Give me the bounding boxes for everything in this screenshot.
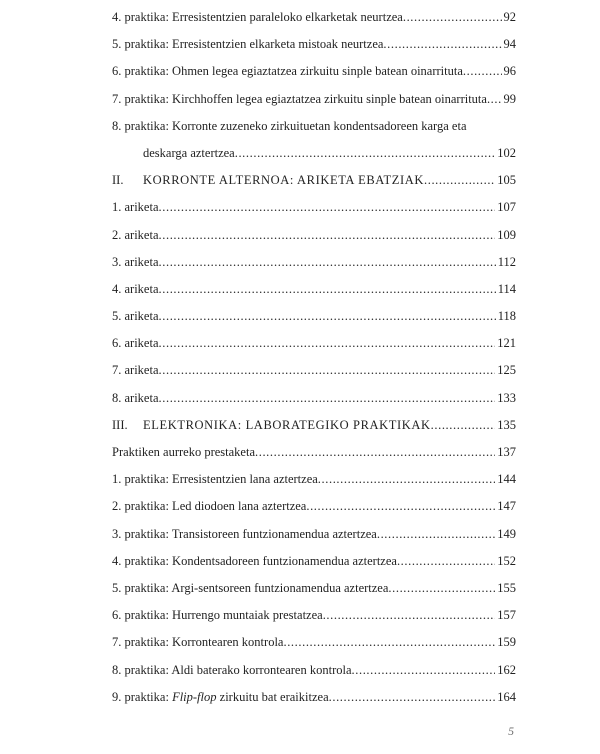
- dot-leader: [388, 575, 495, 602]
- toc-entry-label: 5. ariketa: [112, 309, 159, 324]
- toc-entry-row: [112, 86, 516, 113]
- toc-page-number: 152: [497, 553, 516, 568]
- dot-leader: [283, 629, 495, 656]
- dot-leader: [159, 194, 496, 221]
- toc-entry-row: [112, 575, 516, 602]
- toc-entry-row: [112, 602, 516, 629]
- toc-page-number: 118: [497, 309, 516, 324]
- toc-entry-label: 2. praktika: Led diodoen lana aztertzea: [112, 499, 307, 514]
- toc-page-number: 149: [497, 526, 516, 541]
- dot-leader: [397, 548, 495, 575]
- toc-section-row: [112, 412, 516, 439]
- section-numeral: III.: [112, 417, 128, 432]
- toc-page-number: 157: [497, 608, 516, 623]
- toc-entry-label: 3. ariketa: [112, 254, 159, 269]
- dot-leader: [159, 303, 496, 330]
- toc-entry-row: [112, 657, 516, 684]
- toc-entry-label: deskarga aztertzea: [143, 145, 235, 160]
- toc-entry-row: [112, 385, 516, 412]
- toc-page-number: 102: [497, 145, 516, 160]
- toc-page-number: 96: [503, 64, 516, 79]
- toc-entry-label: 7. ariketa: [112, 363, 159, 378]
- dot-leader: [159, 330, 496, 357]
- toc-page-number: 94: [503, 37, 516, 52]
- section-numeral: II.: [112, 173, 124, 188]
- toc-entry-label: KORRONTE ALTERNOA: ARIKETA EBATZIAK: [143, 173, 424, 188]
- dot-leader: [159, 276, 496, 303]
- toc-entry-label: 4. ariketa: [112, 281, 159, 296]
- dot-leader: [383, 31, 501, 58]
- dot-leader: [255, 439, 495, 466]
- dot-leader: [403, 4, 502, 31]
- toc-page-number: 112: [497, 254, 516, 269]
- dot-leader: [323, 602, 496, 629]
- toc-entry-label: 1. ariketa: [112, 200, 159, 215]
- toc-entry-label: 8. praktika: Aldi baterako korrontearen kontrola: [112, 662, 352, 677]
- dot-leader: [352, 657, 496, 684]
- italic-term: Flip-flop: [172, 689, 217, 704]
- dot-leader: [159, 385, 496, 412]
- toc-entry-label: 7. praktika: Korrontearen kontrola: [112, 635, 284, 650]
- dot-leader: [159, 357, 496, 384]
- toc-page-number: 92: [503, 10, 516, 24]
- toc-entry-label: Praktiken aurreko prestaketa: [112, 445, 255, 459]
- toc-entry-label: 6. praktika: Hurrengo muntaiak prestatzea: [112, 608, 323, 623]
- toc-entry-label: 8. praktika: Korronte zuzeneko zirkuituetan kondentsadoreen karga eta: [112, 118, 467, 133]
- dot-leader: [159, 249, 496, 276]
- toc-entry-label: ELEKTRONIKA: LABORATEGIKO PRAKTIKAK: [143, 417, 431, 432]
- toc-page-number: 109: [497, 227, 516, 242]
- toc-entry-row: [112, 466, 516, 493]
- toc-entry-row: [112, 194, 516, 221]
- toc-entry-row: [112, 330, 516, 357]
- toc-page-number: 114: [497, 281, 516, 296]
- dot-leader: [487, 86, 502, 113]
- table-of-contents: [112, 4, 516, 711]
- toc-entry-row: [112, 548, 516, 575]
- toc-page-number: 155: [497, 580, 516, 595]
- toc-entry-row: [112, 276, 516, 303]
- toc-page-number: 105: [497, 173, 516, 188]
- dot-leader: [329, 684, 496, 711]
- toc-entry-row: [112, 439, 516, 466]
- toc-entry-row: [112, 303, 516, 330]
- dot-leader: [306, 493, 495, 520]
- toc-page-number: 125: [497, 363, 516, 378]
- toc-entry-label: 6. ariketa: [112, 336, 159, 351]
- toc-entry-label: 3. praktika: Transistoreen funtzionamendua aztertzea: [112, 526, 377, 541]
- toc-page-number: 137: [497, 445, 516, 459]
- toc-entry-row: [112, 357, 516, 384]
- toc-entry-label: 8. ariketa: [112, 390, 159, 405]
- toc-page-number: 107: [497, 200, 516, 215]
- toc-entry-label: 4. praktika: Erresistentzien paraleloko elkarketak neurtzea: [112, 10, 403, 24]
- toc-page-number: 159: [497, 635, 516, 650]
- dot-leader: [318, 466, 495, 493]
- toc-entry-row: [112, 58, 516, 85]
- toc-page-number: 133: [497, 390, 516, 405]
- toc-entry-row: [112, 684, 516, 711]
- toc-entry-row: [112, 113, 516, 140]
- dot-leader: [424, 167, 495, 194]
- dot-leader: [159, 222, 496, 249]
- toc-entry-row: [112, 140, 516, 167]
- footer-page-number: 5: [508, 726, 514, 738]
- toc-entry-row: [112, 222, 516, 249]
- dot-leader: [463, 58, 502, 85]
- toc-page-number: 162: [497, 662, 516, 677]
- dot-leader: [431, 412, 496, 439]
- toc-entry-label: 5. praktika: Argi-sentsoreen funtzionamendua aztertzea: [112, 580, 389, 595]
- toc-entry-label: 9. praktika: Flip-flop zirkuitu bat eraikitzea: [112, 689, 329, 704]
- toc-page-number: 164: [497, 689, 516, 704]
- toc-entry-label: 6. praktika: Ohmen legea egiaztatzea zirkuitu sinple batean oinarrituta: [112, 64, 463, 79]
- toc-entry-row: [112, 521, 516, 548]
- toc-page-number: 121: [497, 336, 516, 351]
- toc-page-number: 147: [497, 499, 516, 514]
- toc-page-number: 99: [503, 91, 516, 106]
- toc-page-number: 144: [497, 472, 516, 487]
- toc-section-row: [112, 167, 516, 194]
- toc-page-number: 135: [497, 417, 516, 432]
- toc-entry-label: 7. praktika: Kirchhoffen legea egiaztatzea zirkuitu sinple batean oinarrituta: [112, 91, 487, 106]
- toc-entry-row: [112, 249, 516, 276]
- toc-entry-row: [112, 31, 516, 58]
- toc-entry-label: 1. praktika: Erresistentzien lana aztertzea: [112, 472, 318, 487]
- toc-entry-row: [112, 629, 516, 656]
- dot-leader: [235, 140, 496, 167]
- toc-entry-label: 5. praktika: Erresistentzien elkarketa mistoak neurtzea: [112, 37, 384, 52]
- toc-entry-label: 2. ariketa: [112, 227, 159, 242]
- toc-entry-row: [112, 4, 516, 31]
- dot-leader: [377, 521, 495, 548]
- toc-entry-row: [112, 493, 516, 520]
- toc-entry-label: 4. praktika: Kondentsadoreen funtzionamendua aztertzea: [112, 553, 397, 568]
